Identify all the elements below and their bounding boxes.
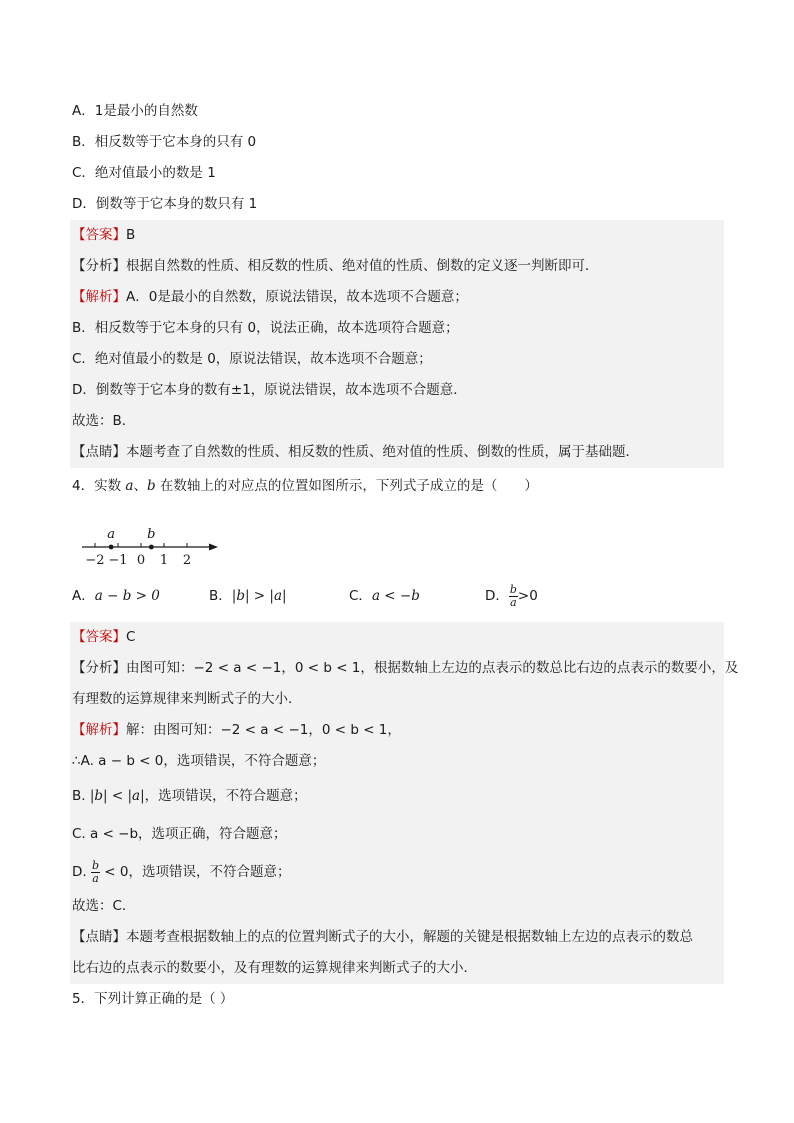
q4-analysis-line-1 bbox=[72, 653, 739, 684]
answer-tag: 【答案】 bbox=[72, 629, 126, 645]
q4-stem-pre: 4．实数 bbox=[72, 478, 126, 494]
comment-tag: 【点睛】 bbox=[72, 929, 126, 945]
analysis-tag: 【分析】 bbox=[72, 660, 126, 676]
q3-option-d: D．倒数等于它本身的数只有 1 bbox=[72, 196, 258, 212]
q4-stem-post: 在数轴上的对应点的位置如图所示，下列式子成立的是（ ） bbox=[155, 478, 538, 494]
q4-comment-2: 比右边的点表示的数要小，及有理数的运算规律来判断式子的大小． bbox=[72, 960, 477, 976]
q3-answer-line bbox=[72, 220, 724, 251]
q4-choice-d bbox=[485, 576, 538, 616]
q4-choice-c-label: C． bbox=[349, 588, 372, 604]
q4-choice-a bbox=[72, 576, 160, 616]
q3-solution-block bbox=[70, 220, 724, 468]
q4-explain-b-line bbox=[72, 777, 724, 815]
q4-choice-a-expr: a − b > 0 bbox=[94, 588, 160, 604]
q3-comment: 本题考查了自然数的性质、相反数的性质、绝对值的性质、倒数的性质，属于基础题． bbox=[126, 444, 639, 460]
q4-choice-d-fraction bbox=[509, 584, 518, 609]
number-line-point bbox=[109, 545, 114, 550]
q4-choice-c-expr: a < −b bbox=[371, 588, 420, 604]
q3-answer: B bbox=[126, 227, 136, 243]
q3-option-b: B．相反数等于它本身的只有 0 bbox=[72, 134, 257, 150]
q4-choice: 故选：C． bbox=[72, 898, 136, 914]
number-line-tick-label: 2 bbox=[182, 553, 192, 568]
q4-solution-block bbox=[70, 622, 739, 984]
q4-explain-b-pre: B. bbox=[72, 788, 90, 804]
q4-stem bbox=[72, 468, 724, 504]
q3-explain-a: A．0是最小的自然数，原说法错误，故本选项不合题意； bbox=[126, 289, 468, 305]
q4-explain-d-post: < 0，选项错误，不符合题意； bbox=[99, 864, 291, 880]
q4-choice-b-expr: |b| > |a| bbox=[231, 588, 287, 604]
q4-answer-line bbox=[72, 622, 724, 653]
q4-choice-d-label: D． bbox=[485, 588, 509, 604]
q3-analysis: 根据自然数的性质、相反数的性质、绝对值的性质、倒数的定义逐一判断即可． bbox=[126, 258, 599, 274]
q3-explain-d: D．倒数等于它本身的数有±1，原说法错误，故本选项不合题意． bbox=[72, 382, 467, 398]
axis-arrow-icon bbox=[209, 544, 218, 551]
analysis-tag: 【分析】 bbox=[72, 258, 126, 274]
q3-option-a: A．1是最小的自然数 bbox=[72, 103, 198, 119]
number-line-tick-label: −1 bbox=[108, 553, 128, 568]
q4-choice-d-rest: >0 bbox=[517, 588, 538, 604]
number-line-tick-label: −2 bbox=[85, 553, 105, 568]
answer-tag: 【答案】 bbox=[72, 227, 126, 243]
q4-analysis-2: 有理数的运算规律来判断式子的大小． bbox=[72, 691, 302, 707]
q4-analysis-1: 由图可知：−2 < a < −1，0 < b < 1，根据数轴上左边的点表示的数总比右边的点表示的数要小，及 bbox=[126, 660, 739, 676]
q4-explain-a: ∴A. a − b < 0，选项错误，不符合题意； bbox=[72, 753, 326, 769]
q4-explain-d-line bbox=[72, 853, 724, 891]
q3-explain-line-a bbox=[72, 282, 724, 313]
q4-comment-1: 本题考查根据数轴上的点的位置判断式子的大小，解题的关键是根据数轴上左边的点表示的数总 bbox=[126, 929, 693, 945]
comment-tag: 【点睛】 bbox=[72, 444, 126, 460]
q4-var-b: b bbox=[146, 478, 156, 494]
q4-choice-c bbox=[349, 576, 420, 616]
q5-stem: 5．下列计算正确的是（ ） bbox=[72, 991, 234, 1007]
document-page bbox=[72, 96, 739, 1015]
number-line-point-label: a bbox=[107, 527, 115, 542]
q3-explain-c: C．绝对值最小的数是 0，原说法错误，故本选项不合题意； bbox=[72, 351, 432, 367]
q4-explain-line bbox=[72, 715, 724, 746]
number-line-point-label: b bbox=[147, 527, 156, 542]
number-line-point bbox=[149, 545, 154, 550]
q3-choice: 故选：B． bbox=[72, 413, 136, 429]
q4-choice-b-label: B． bbox=[209, 588, 232, 604]
q3-comment-line bbox=[72, 437, 724, 468]
number-line-diagram bbox=[72, 504, 272, 576]
q4-explain-c: C. a < −b，选项正确，符合题意； bbox=[72, 826, 287, 842]
q4-answer: C bbox=[126, 629, 136, 645]
number-line-figure bbox=[72, 504, 724, 576]
q4-explain-d-pre: D. bbox=[72, 864, 91, 880]
q4-explain-b-expr: |b| < |a| bbox=[89, 788, 145, 804]
q4-stem-sep: 、 bbox=[133, 478, 147, 494]
q4-comment-line-1 bbox=[72, 922, 724, 953]
number-line-tick-label: 1 bbox=[159, 553, 169, 568]
q3-analysis-line bbox=[72, 251, 724, 282]
q4-var-a: a bbox=[125, 478, 134, 494]
fraction-numerator: b bbox=[91, 858, 99, 872]
q4-choices bbox=[72, 576, 724, 616]
q4-explain-intro: 解：由图可知：−2 < a < −1，0 < b < 1， bbox=[126, 722, 401, 738]
explain-tag: 【解析】 bbox=[72, 722, 126, 738]
fraction-numerator: b bbox=[509, 582, 517, 596]
number-line-tick-label: 0 bbox=[136, 553, 146, 568]
q4-choice-b bbox=[209, 576, 287, 616]
q3-explain-b: B．相反数等于它本身的只有 0，说法正确，故本选项符合题意； bbox=[72, 320, 459, 336]
q4-explain-d-fraction bbox=[91, 860, 100, 885]
q4-explain-b-post: ，选项错误，不符合题意； bbox=[144, 788, 307, 804]
fraction-denominator: a bbox=[92, 871, 99, 885]
q4-choice-a-label: A． bbox=[72, 588, 95, 604]
q3-option-c: C．绝对值最小的数是 1 bbox=[72, 165, 216, 181]
explain-tag: 【解析】 bbox=[72, 289, 126, 305]
fraction-denominator: a bbox=[510, 595, 517, 609]
